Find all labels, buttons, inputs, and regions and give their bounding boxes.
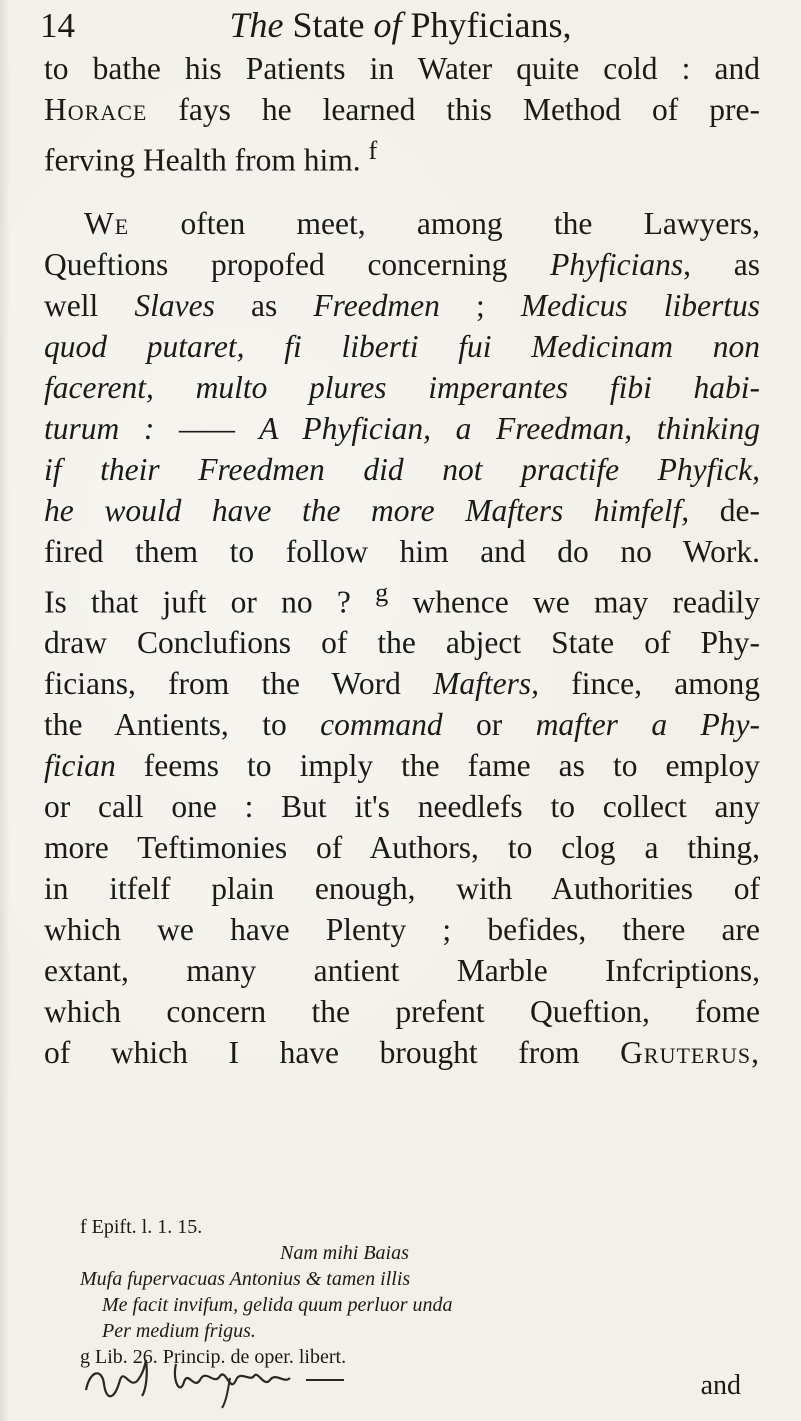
text-line: he would have the more Mafters himfelf, de- [44, 492, 760, 528]
paragraph-opening-word: We [84, 205, 130, 241]
author-name-horace: Horace [44, 92, 148, 127]
page-number: 14 [40, 6, 75, 45]
text-line: extant, many antient Marble Infcriptions, [44, 953, 760, 988]
footnote-marker-g: g [375, 577, 389, 607]
footnote-marker-f: f [368, 136, 378, 165]
text-line: turum : —— A Phyfician, a Freedman, thinking [44, 410, 760, 446]
text-line: or call one : But it's needlefs to collect any [44, 789, 760, 824]
text-line: more Teftimonies of Authors, to clog a thing, [44, 830, 760, 865]
poem-line: Mufa fupervacuas Antonius & tamen illis [80, 1268, 411, 1290]
running-title-of: of [373, 5, 402, 45]
running-title-state: State [283, 5, 374, 45]
text-line: ferving Health from him. $^f$ [44, 136, 378, 178]
running-title-the: The [229, 5, 284, 45]
text-line: fired them to follow him and do no Work. [44, 533, 760, 569]
footnotes [80, 1214, 640, 1370]
text-line: Queftions propofed concerning Phyficians, as [44, 246, 760, 282]
text-line: Is that juft or no ? $^g$ whence we may readily [44, 577, 760, 619]
footnote-f: f Epift. l. 1. 15. [80, 1216, 203, 1238]
text-line: well Slaves as Freedmen ; Medicus libertus [44, 287, 760, 323]
text-line: which concern the prefent Queftion, fome [44, 994, 760, 1029]
page-header [30, 4, 771, 48]
handwritten-signature-icon [80, 1350, 420, 1410]
text-line: fician feems to imply the fame as to employ [44, 748, 760, 783]
text-line: quod putaret, fi liberti fui Medicinam non [44, 328, 760, 364]
running-title [30, 4, 771, 46]
text-line: which we have Plenty ; befides, there are [44, 912, 760, 947]
catchword: and [700, 1370, 741, 1401]
poem-line: Per medium frigus. [102, 1320, 256, 1342]
poem-line: Nam mihi Baias [280, 1242, 409, 1264]
text-line: We often meet, among the Lawyers, [84, 205, 760, 241]
page-gutter-shadow [0, 0, 10, 1421]
text-line: facerent, multo plures imperantes fibi habi- [44, 369, 760, 405]
footnote-g: g Lib. 26. Princip. de oper. libert. [80, 1346, 347, 1368]
footnote-poem [80, 1240, 640, 1344]
text-line: the Antients, to command or mafter a Phy- [44, 707, 760, 742]
text-line: Horace fays he learned this Method of pre- [44, 92, 760, 127]
text-line: to bathe his Patients in Water quite cold : and [44, 51, 760, 86]
poem-line: Me facit invifum, gelida quum perluor unda [102, 1294, 453, 1316]
text-line: if their Freedmen did not practife Phyfick, [44, 451, 760, 487]
text-line: in itfelf plain enough, with Authorities of [44, 871, 760, 906]
paragraph-gap [44, 181, 760, 203]
author-name-gruterus: Gruterus, [620, 1035, 760, 1070]
body-text [44, 48, 760, 1073]
text-line: draw Conclufions of the abject State of Phy- [44, 625, 760, 660]
text-line: of which I have brought from Gruterus, [44, 1035, 760, 1070]
text-line: ficians, from the Word Mafters, fince, among [44, 666, 761, 701]
running-title-physicians: Phyficians, [401, 5, 572, 45]
